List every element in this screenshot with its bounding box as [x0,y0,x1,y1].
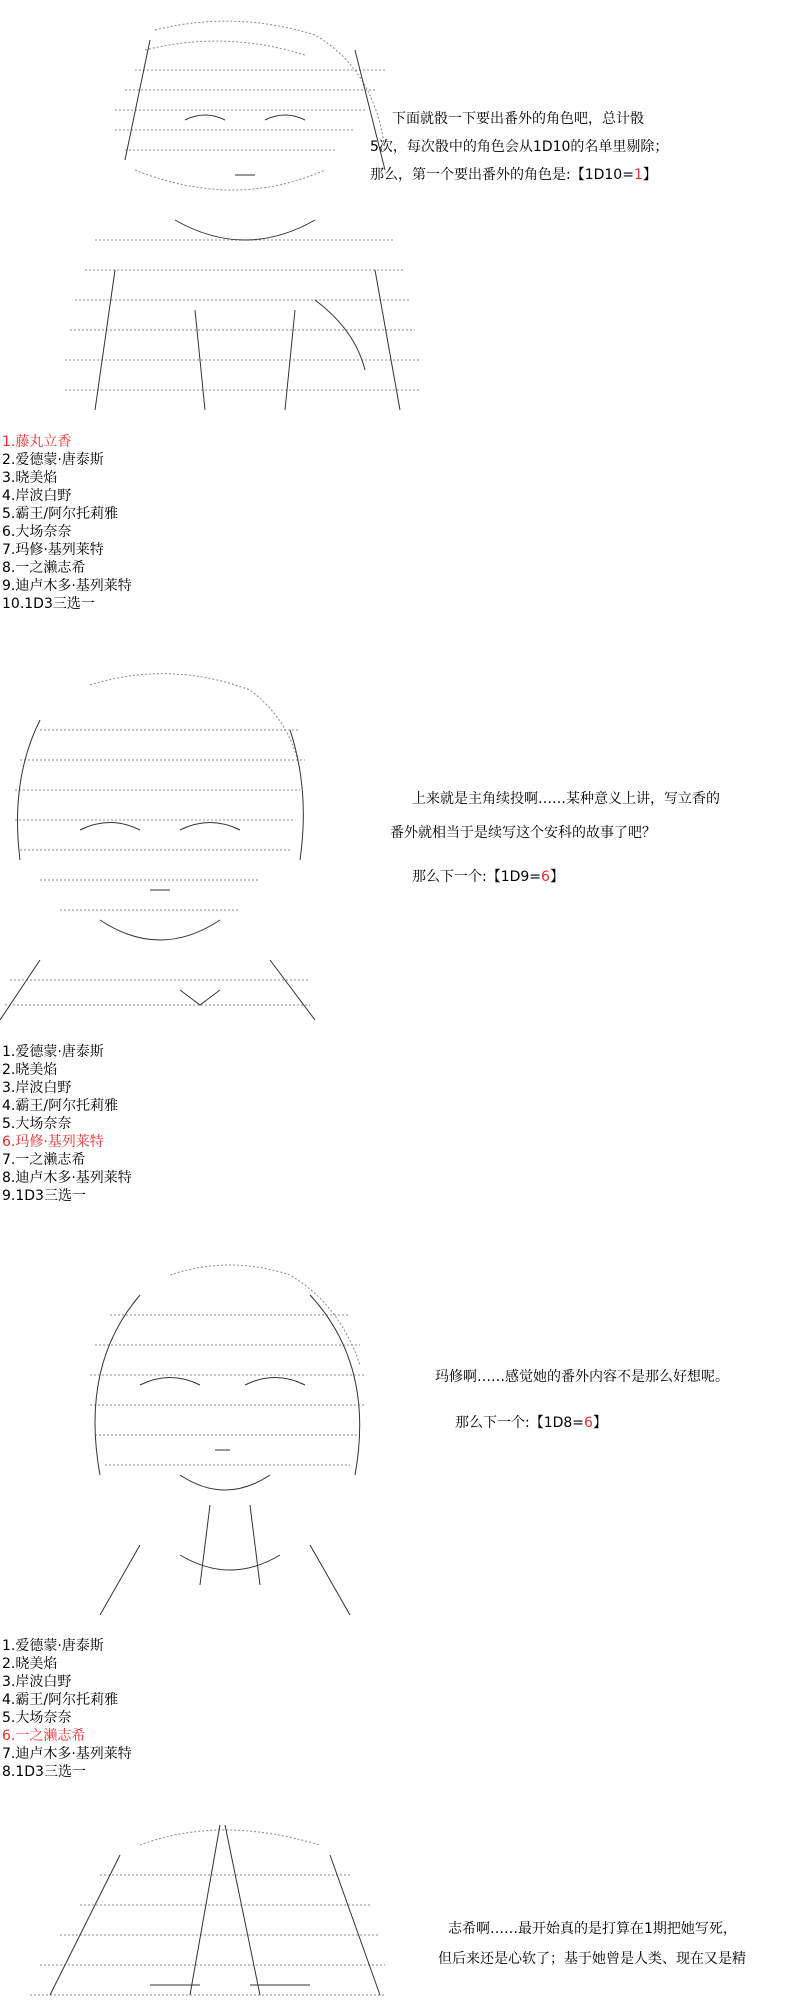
list-item: 5.霸王/阿尔托莉雅 [2,506,119,522]
list-item: 2.晓美焰 [2,1656,58,1672]
list-item: 6.大场奈奈 [2,524,72,540]
dice-roll-result-3: 6 [584,1415,593,1431]
list-item: 5.大场奈奈 [2,1710,72,1726]
list-item: 4.霸王/阿尔托莉雅 [2,1692,119,1708]
list-item: 6.一之濑志希 [2,1728,86,1744]
dice-roll-result-1: 1 [633,167,643,183]
list-item: 4.岸波白野 [2,488,72,504]
list-item: 9.迪卢木多·基列莱特 [2,578,132,594]
list-item: 4.霸王/阿尔托莉雅 [2,1098,119,1114]
list-item: 7.一之濑志希 [2,1152,86,1168]
narration-1-line-3-suffix: 】 [642,167,657,183]
narration-3-line-2-suffix: 】 [592,1415,607,1431]
list-item: 1.爱德蒙·唐泰斯 [2,1044,104,1060]
list-item: 8.迪卢木多·基列莱特 [2,1170,132,1186]
narration-2-line-1: 上来就是主角续投啊……某种意义上讲，写立香的 [412,791,720,807]
list-item: 7.迪卢木多·基列莱特 [2,1746,132,1762]
list-item: 1.藤丸立香 [2,434,72,450]
narration-1-line-2: 5次，每次骰中的角色会从1D10的名单里剔除； [370,139,669,155]
list-item: 9.1D3三选一 [2,1188,86,1204]
narration-4-line-2: 但后来还是心软了；基于她曾是人类、现在又是精 [438,1951,746,1967]
list-item: 3.岸波白野 [2,1080,72,1096]
narration-3-line-1: 玛修啊……感觉她的番外内容不是那么好想呢。 [435,1369,729,1385]
list-item: 7.玛修·基列莱特 [2,542,104,558]
narration-4-line-1: 志希啊……最开始真的是打算在1期把她写死， [448,1921,737,1937]
narration-2-line-2: 番外就相当于是续写这个安科的故事了吧？ [390,825,656,841]
ascii-art-figure-4 [20,1815,390,2000]
narration-1-line-3-prefix: 那么，第一个要出番外的角色是:【1D10= [370,167,634,183]
list-item: 3.晓美焰 [2,470,58,486]
list-item: 2.晓美焰 [2,1062,58,1078]
narration-2-line-3-suffix: 】 [549,869,564,885]
list-item: 10.1D3三选一 [2,596,95,612]
narration-3-line-2-prefix: 那么下一个:【1D8= [455,1415,585,1431]
narration-2-line-3-prefix: 那么下一个:【1D9= [412,869,542,885]
narration-4 [418,1920,746,1968]
list-item: 8.1D3三选一 [2,1764,86,1780]
list-item: 2.爱德蒙·唐泰斯 [2,452,104,468]
narration-1-line-1: 下面就骰一下要出番外的角色吧，总计骰 [392,111,644,127]
list-item: 1.爱德蒙·唐泰斯 [2,1638,104,1654]
dice-roll-result-2: 6 [541,869,550,885]
list-item: 3.岸波白野 [2,1674,72,1690]
list-item: 6.玛修·基列莱特 [2,1134,104,1150]
list-item: 5.大场奈奈 [2,1116,72,1132]
list-item: 8.一之濑志希 [2,560,86,576]
